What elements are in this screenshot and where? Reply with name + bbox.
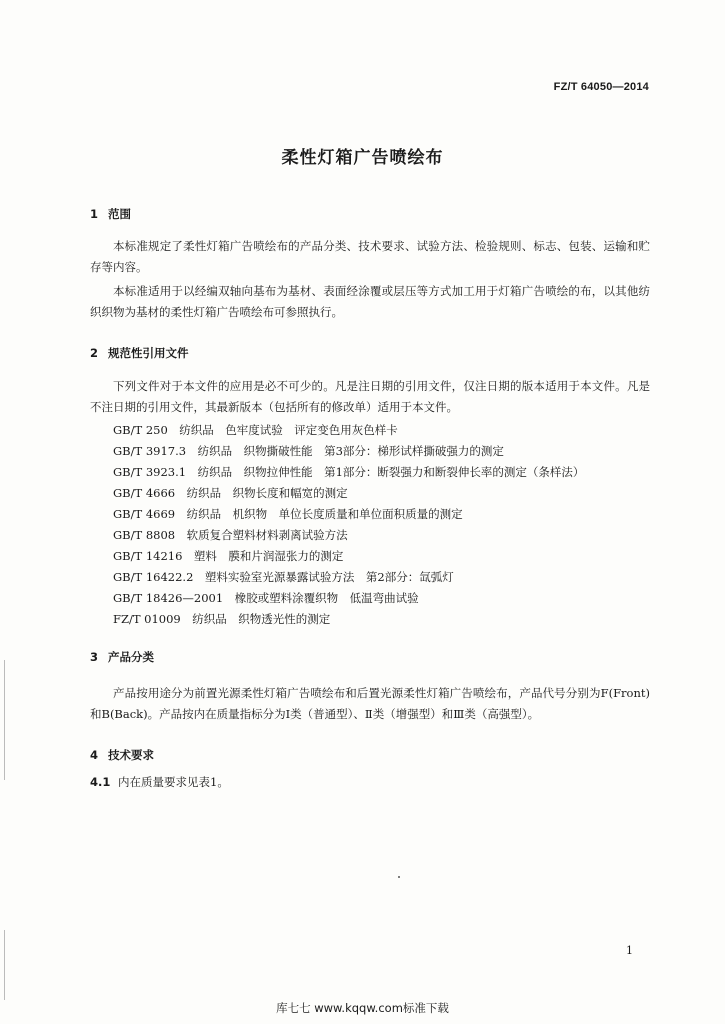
section-4-title: 技术要求: [108, 748, 154, 762]
section-1-para-2: 本标准适用于以经编双轴向基布为基材、表面经涂覆或层压等方式加工用于灯箱广告喷绘的布，以其他纺织织物为基材的柔性灯箱广告喷绘布可参照执行。: [90, 284, 650, 319]
page-number: 1: [626, 944, 633, 957]
standard-code: FZ/T 64050—2014: [553, 81, 649, 93]
section-3-heading: [90, 649, 154, 665]
scan-margin-line: [4, 660, 5, 780]
section-1-para-1: 本标准规定了柔性灯箱广告喷绘布的产品分类、技术要求、试验方法、检验规则、标志、包装、运输和贮存等内容。: [90, 239, 650, 274]
reference-item: GB/T 4669 纺织品 机织物 单位长度质量和单位面积质量的测定: [113, 507, 463, 521]
section-4-1-text: 内在质量要求见表1。: [118, 775, 229, 789]
section-1-number: 1: [90, 207, 99, 221]
section-3-number: 3: [90, 650, 99, 664]
document-title: 柔性灯箱广告喷绘布: [281, 148, 444, 168]
section-2-heading: [90, 345, 189, 361]
scan-speck: [398, 876, 400, 878]
section-4-number: 4: [90, 748, 99, 762]
section-4-1-number: 4.1: [90, 775, 111, 789]
footer-watermark: 库七七 www.kqqw.com标准下载: [276, 1001, 449, 1015]
section-2-title: 规范性引用文件: [108, 346, 189, 360]
section-1-title: 范围: [108, 207, 131, 221]
scan-margin-line: [4, 930, 5, 1000]
reference-item: GB/T 18426—2001 橡胶或塑料涂覆织物 低温弯曲试验: [113, 591, 419, 605]
section-3-title: 产品分类: [108, 650, 154, 664]
section-2-number: 2: [90, 346, 99, 360]
reference-item: GB/T 16422.2 塑料实验室光源暴露试验方法 第2部分：氙弧灯: [113, 570, 454, 584]
section-2-para: 下列文件对于本文件的应用是必不可少的。凡是注日期的引用文件，仅注日期的版本适用于本文件。凡是不注日期的引用文件，其最新版本（包括所有的修改单）适用于本文件。: [90, 379, 650, 414]
reference-item: GB/T 3917.3 纺织品 织物撕破性能 第3部分：梯形试样撕破强力的测定: [113, 444, 504, 458]
section-4-1-line: [90, 774, 229, 790]
reference-item: GB/T 4666 纺织品 织物长度和幅宽的测定: [113, 486, 348, 500]
reference-item: FZ/T 01009 纺织品 织物透光性的测定: [113, 612, 331, 626]
reference-item: GB/T 3923.1 纺织品 织物拉伸性能 第1部分：断裂强力和断裂伸长率的测定（条样法）: [113, 465, 585, 479]
reference-item: GB/T 14216 塑料 膜和片润湿张力的测定: [113, 549, 344, 563]
reference-item: GB/T 8808 软质复合塑料材料剥离试验方法: [113, 528, 348, 542]
reference-item: GB/T 250 纺织品 色牢度试验 评定变色用灰色样卡: [113, 423, 398, 437]
section-1-heading: [90, 206, 131, 222]
section-3-para: 产品按用途分为前置光源柔性灯箱广告喷绘布和后置光源柔性灯箱广告喷绘布，产品代号分别为F(Front)和B(Back)。产品按内在质量指标分为Ⅰ类（普通型）、Ⅱ类（增强型）和Ⅲ类（高强型）。: [90, 686, 650, 721]
section-4-heading: [90, 747, 154, 763]
